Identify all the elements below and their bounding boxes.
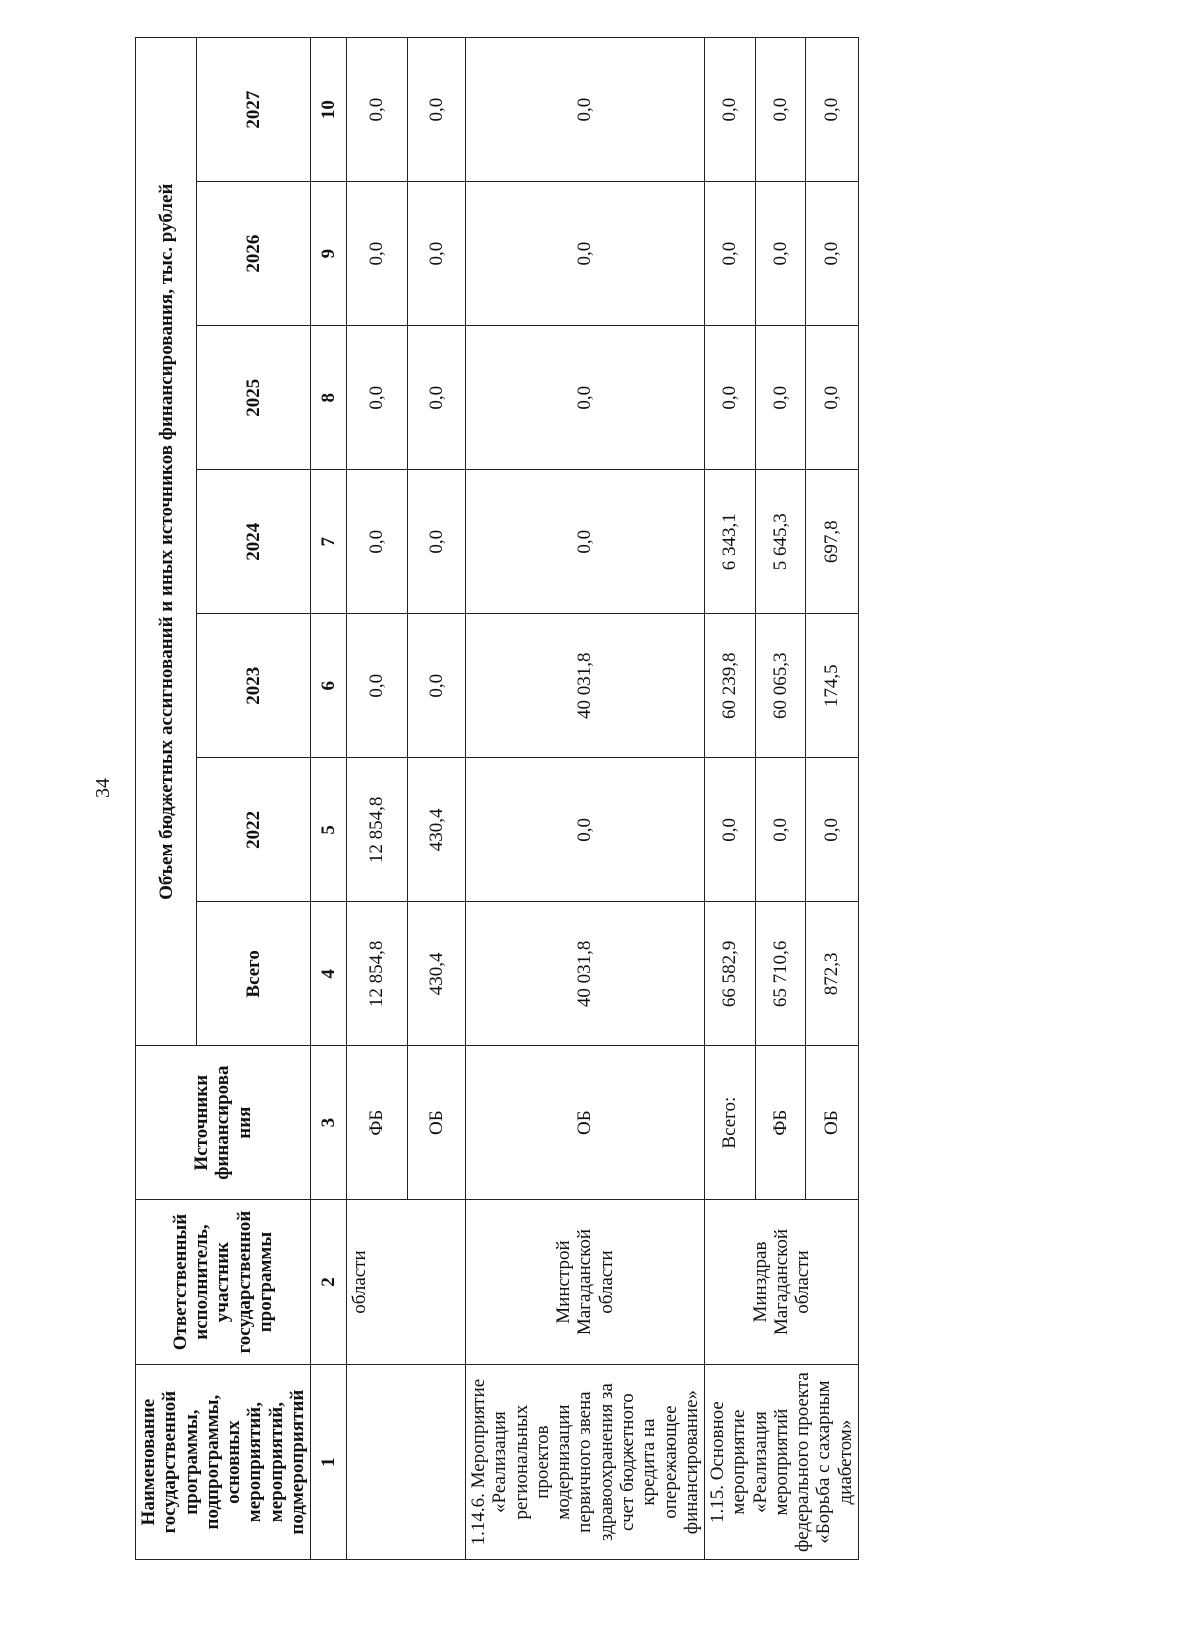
cell-value: 0,0 <box>466 38 705 182</box>
row-name: 1.14.6. Мероприятие «Реализация региональных проектов модернизации первичного звена здравоохранения за счет бюджетного кредита на опережающее финансирование» <box>466 1365 705 1560</box>
cell-value: 0,0 <box>408 470 466 614</box>
row-source: ФБ <box>755 1046 805 1199</box>
row-source: ОБ <box>408 1046 466 1199</box>
table-row <box>347 38 408 1560</box>
header-year: 2022 <box>197 758 311 902</box>
cell-value: 0,0 <box>466 182 705 326</box>
cell-value: 66 582,9 <box>705 902 756 1046</box>
header-year: 2027 <box>197 38 311 182</box>
header-source: Источники финансирова ния <box>136 1046 311 1199</box>
cell-value: 872,3 <box>805 902 858 1046</box>
cell-value: 0,0 <box>347 326 408 470</box>
cell-value: 0,0 <box>805 758 858 902</box>
cell-value: 6 343,1 <box>705 470 756 614</box>
cell-value: 0,0 <box>466 758 705 902</box>
cell-value: 0,0 <box>347 182 408 326</box>
cell-value: 0,0 <box>705 182 756 326</box>
header-year: Всего <box>197 902 311 1046</box>
cell-value: 0,0 <box>347 470 408 614</box>
column-number: 7 <box>311 470 347 614</box>
cell-value: 60 239,8 <box>705 614 756 758</box>
header-executor: Ответственный исполнитель, участник государственной программы <box>136 1199 311 1364</box>
cell-value: 0,0 <box>755 758 805 902</box>
row-executor: Минстрой Магаданской области <box>466 1199 705 1364</box>
budget-table <box>135 37 859 1560</box>
cell-value: 65 710,6 <box>755 902 805 1046</box>
column-number: 6 <box>311 614 347 758</box>
column-number: 2 <box>311 1199 347 1364</box>
header-name: Наименование государственной программы, подпрограммы, основных мероприятий, мероприятий, подмероприятий <box>136 1365 311 1560</box>
row-name: 1.15. Основное мероприятие «Реализация мероприятий федерального проекта «Борьба с сахарным диабетом» <box>705 1365 859 1560</box>
cell-value: 0,0 <box>705 38 756 182</box>
row-source: Всего: <box>705 1046 756 1199</box>
cell-value: 430,4 <box>408 902 466 1046</box>
cell-value: 0,0 <box>466 326 705 470</box>
cell-value: 0,0 <box>705 326 756 470</box>
header-year: 2026 <box>197 182 311 326</box>
row-executor: области <box>347 1199 466 1364</box>
page-number: 34 <box>92 778 114 798</box>
cell-value: 0,0 <box>755 326 805 470</box>
cell-value: 697,8 <box>805 470 858 614</box>
header-year: 2023 <box>197 614 311 758</box>
cell-value: 5 645,3 <box>755 470 805 614</box>
cell-value: 0,0 <box>755 182 805 326</box>
row-source: ОБ <box>805 1046 858 1199</box>
budget-table-rotated <box>135 37 856 1560</box>
cell-value: 0,0 <box>408 38 466 182</box>
cell-value: 40 031,8 <box>466 614 705 758</box>
table-row <box>466 38 705 1560</box>
header-year: 2024 <box>197 470 311 614</box>
column-number: 10 <box>311 38 347 182</box>
column-number: 1 <box>311 1365 347 1560</box>
cell-value: 174,5 <box>805 614 858 758</box>
table-row <box>705 38 756 1560</box>
cell-value: 0,0 <box>347 38 408 182</box>
cell-value: 12 854,8 <box>347 902 408 1046</box>
header-year: 2025 <box>197 326 311 470</box>
cell-value: 0,0 <box>347 614 408 758</box>
row-source: ФБ <box>347 1046 408 1199</box>
cell-value: 430,4 <box>408 758 466 902</box>
cell-value: 0,0 <box>755 38 805 182</box>
row-executor: Минздрав Магаданской области <box>705 1199 859 1364</box>
cell-value: 60 065,3 <box>755 614 805 758</box>
column-number: 9 <box>311 182 347 326</box>
column-number: 3 <box>311 1046 347 1199</box>
column-number: 4 <box>311 902 347 1046</box>
cell-value: 0,0 <box>805 326 858 470</box>
cell-value: 0,0 <box>805 182 858 326</box>
column-numbers-row <box>311 38 347 1560</box>
cell-value: 12 854,8 <box>347 758 408 902</box>
column-number: 5 <box>311 758 347 902</box>
cell-value: 0,0 <box>408 326 466 470</box>
cell-value: 0,0 <box>805 38 858 182</box>
column-number: 8 <box>311 326 347 470</box>
cell-value: 0,0 <box>408 614 466 758</box>
row-name <box>347 1365 466 1560</box>
header-budget-group: Объем бюджетных ассигнований и иных источников финансирования, тыс. рублей <box>136 38 197 1046</box>
cell-value: 0,0 <box>705 758 756 902</box>
cell-value: 40 031,8 <box>466 902 705 1046</box>
row-source: ОБ <box>466 1046 705 1199</box>
cell-value: 0,0 <box>408 182 466 326</box>
cell-value: 0,0 <box>466 470 705 614</box>
